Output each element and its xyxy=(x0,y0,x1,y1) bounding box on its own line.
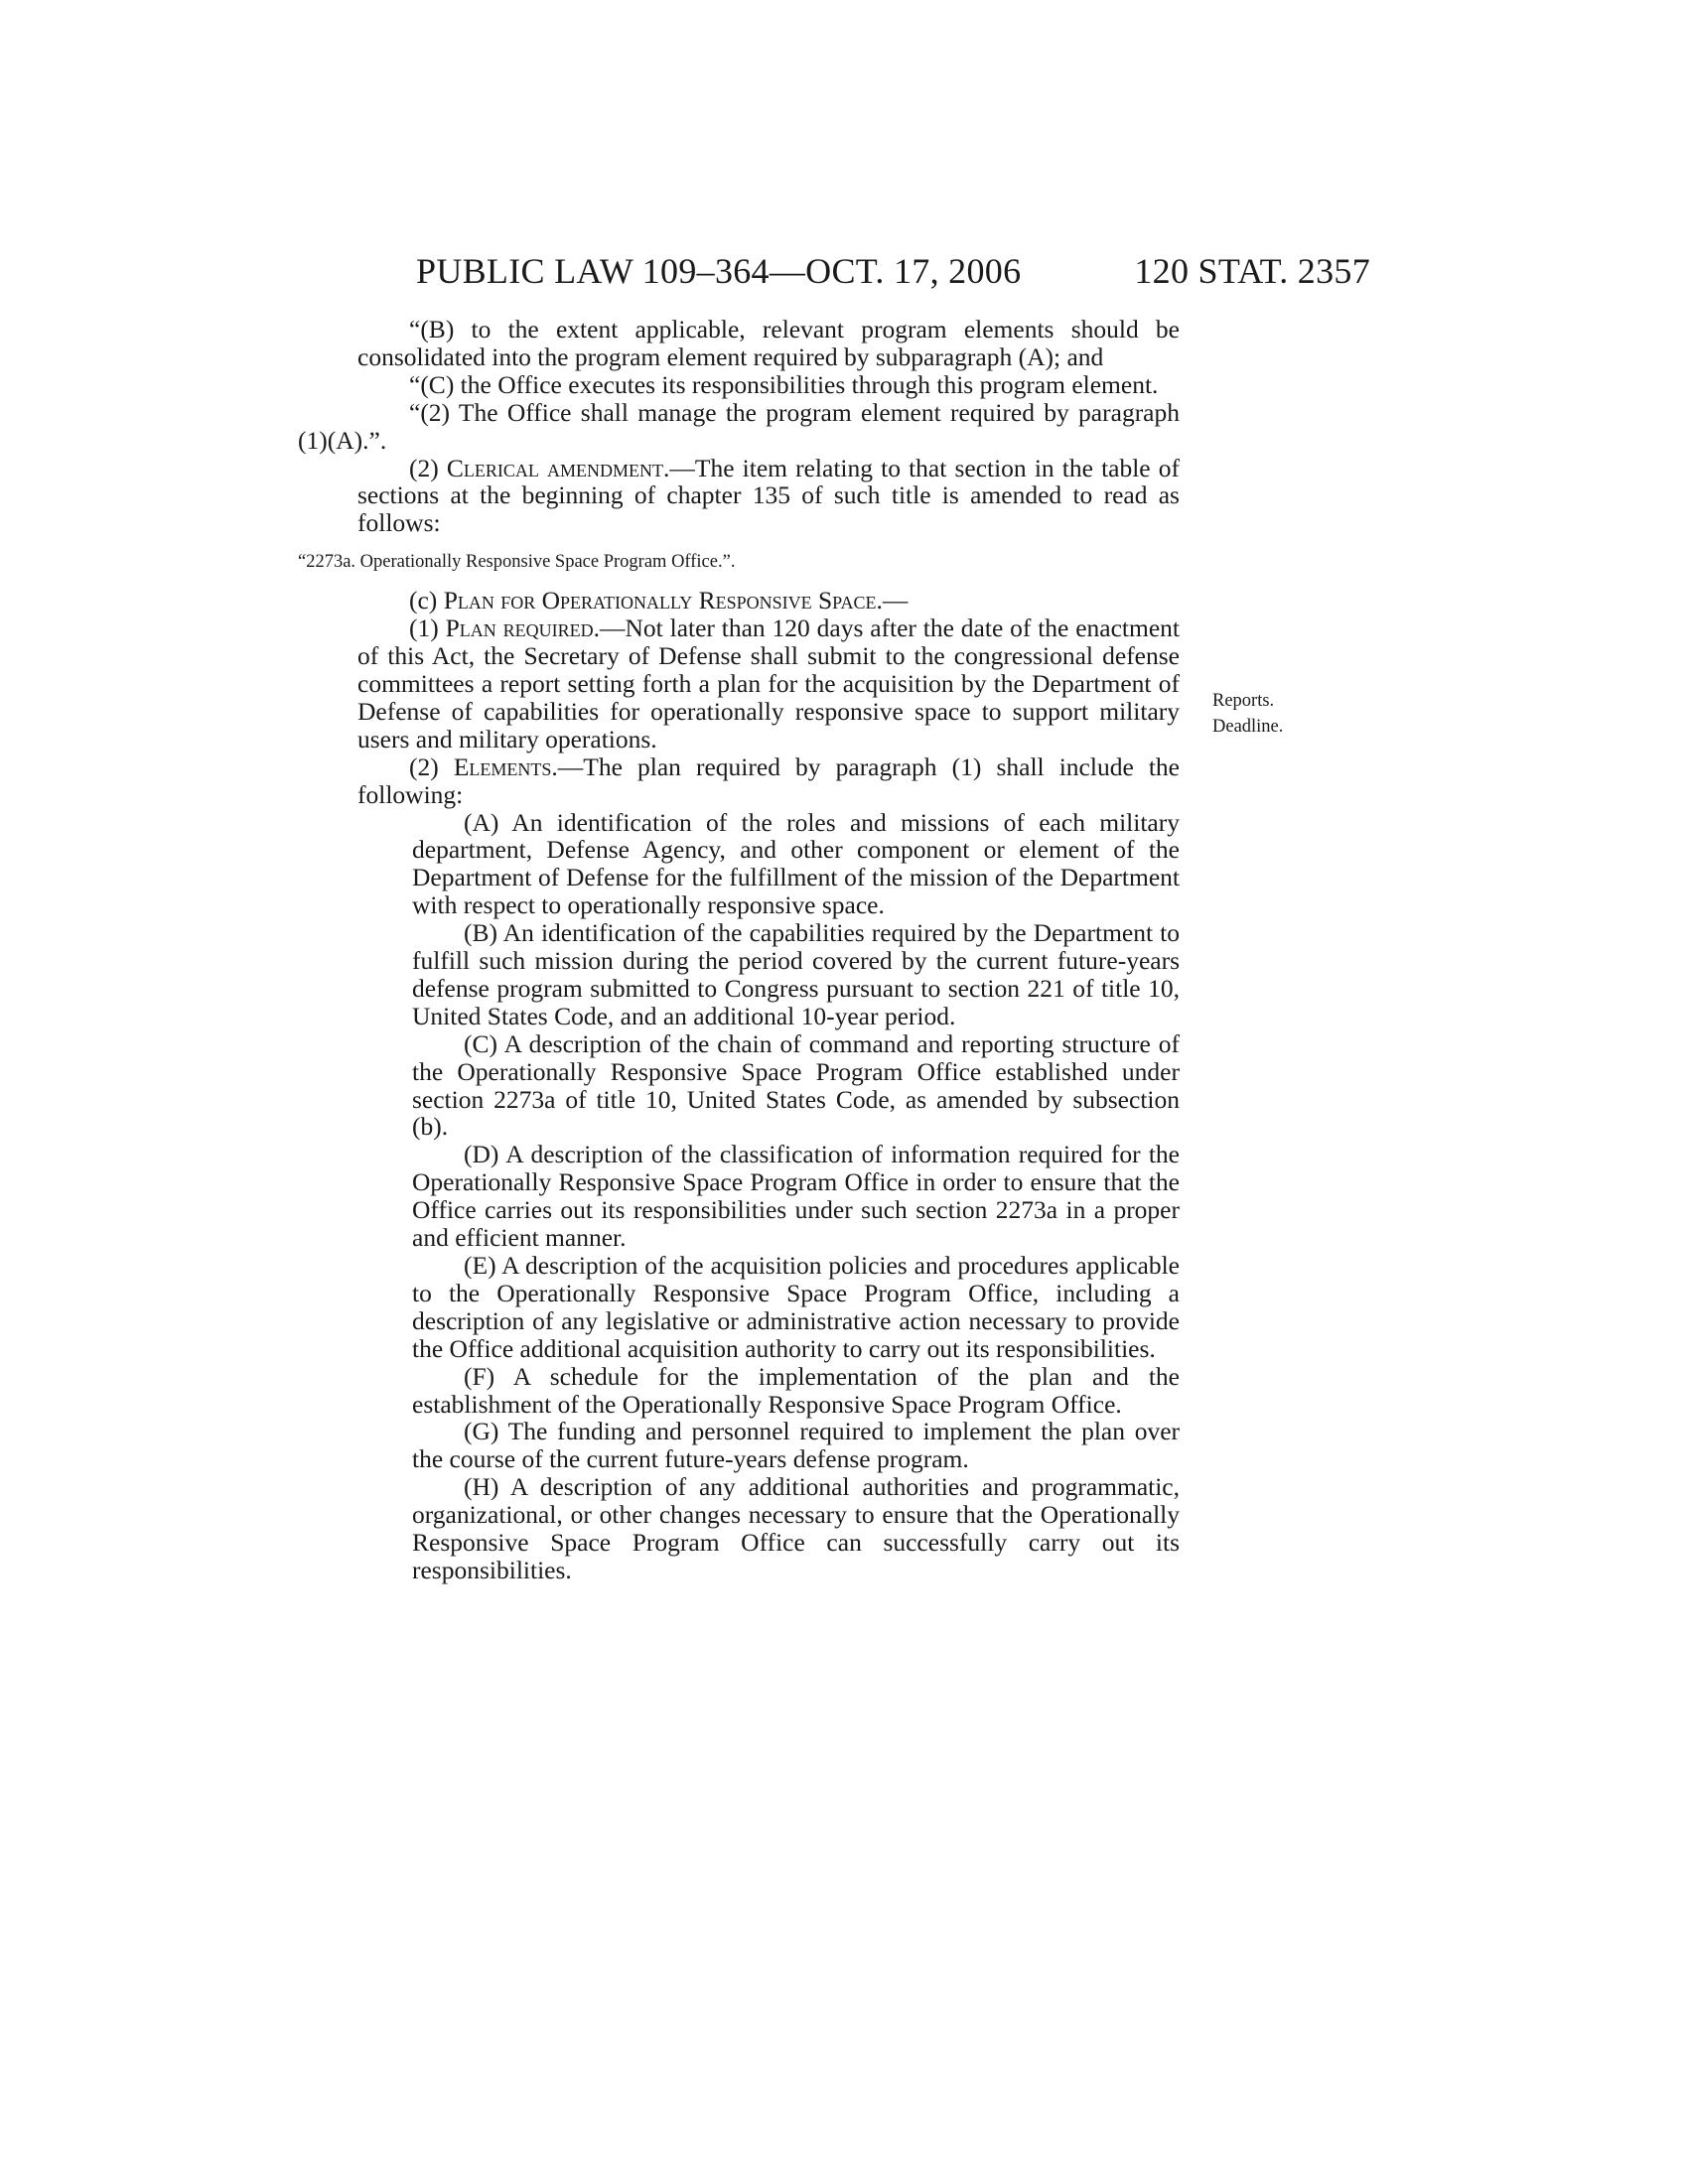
clerical-body: .—The item relating to that section in the table of sections at the beginning of chapter 135 of such title is amended to read as follows: xyxy=(357,453,1180,538)
paragraph-clerical-amendment xyxy=(357,455,1180,538)
paragraph-plan-required xyxy=(357,614,1180,753)
subsection-c-title: Plan for Operationally Responsive Space xyxy=(443,586,877,615)
paragraph-office-manage: “(2) The Office shall manage the program element required by paragraph (1)(A).”. xyxy=(298,397,1180,455)
subsection-c-heading xyxy=(357,587,1180,614)
elements-body: .—The plan required by paragraph (1) shall include the following: xyxy=(357,751,1181,809)
running-header-title: PUBLIC LAW 109–364—OCT. 17, 2006 xyxy=(416,251,1022,291)
margin-note-deadline: Deadline. xyxy=(1212,717,1284,737)
clerical-number: (2) xyxy=(409,453,447,482)
margin-notes xyxy=(1212,688,1283,740)
plan-number: (1) xyxy=(409,614,446,643)
element-g: (G) The funding and personnel required to implement the plan over the course of the current future-years defense program. xyxy=(412,1417,1180,1474)
plan-body: .—Not later than 120 days after the date of the enactment of this Act, the Secretary of Defense shall submit to the congressional defense committees a report setting forth a plan for the acquisition by the Department of Defense of capabilities for operationally responsive space to support military users and military operations. xyxy=(357,614,1180,753)
subsection-c-dash: .— xyxy=(876,586,909,615)
element-h: (H) A description of any additional authorities and programmatic, organizational, or other changes necessary to ensure that the Operationally Responsive Space Program Office can successfully carry out its responsibilities. xyxy=(412,1472,1180,1584)
element-f: (F) A schedule for the implementation of the plan and the establishment of the Operationally Responsive Space Program Office. xyxy=(412,1361,1180,1419)
clause-c: “(C) the Office executes its responsibilities through this program element. xyxy=(409,369,1159,399)
element-c: (C) A description of the chain of command and reporting structure of the Operationally Responsive Space Program Office established under section 2273a of title 10, United States Code, as amended by subsection (b). xyxy=(412,1028,1180,1142)
table-of-sections-entry: “2273a. Operationally Responsive Space Program Office.”. xyxy=(298,552,736,573)
clerical-heading: Clerical amendment xyxy=(446,453,663,482)
clause-b: “(B) to the extent applicable, relevant program elements should be consolidated into the program element required by subparagraph (A); and xyxy=(357,315,1180,371)
element-b: (B) An identification of the capabilities required by the Department to fulfill such mission during the period covered by the current future-years defense program submitted to Congress pursuant to section 221 of title 10, United States Code, and an additional 10-year period. xyxy=(412,918,1180,1030)
plan-heading: Plan required xyxy=(445,614,594,643)
elements-heading: Elements xyxy=(453,751,552,781)
statute-body xyxy=(298,316,1180,1584)
element-e: (E) A description of the acquisition policies and procedures applicable to the Operationally Responsive Space Program Office, including a description of any legislative or administrative action necessary to provide the Office additional acquisition authority to carry out its responsibilities. xyxy=(412,1251,1180,1363)
paragraph-elements xyxy=(357,753,1180,809)
element-a: (A) An identification of the roles and missions of each military department, Defense Agency, and other component or element of the Department of Defense for the fulfillment of the mission of the Department with respect to operationally responsive space. xyxy=(412,807,1180,920)
element-d: (D) A description of the classification of information required for the Operationally Responsive Space Program Office in order to ensure that the Office carries out its responsibilities under such section 2273a in a proper and efficient manner. xyxy=(412,1140,1180,1253)
margin-note-reports: Reports. xyxy=(1212,691,1275,711)
subsection-c-number: (c) xyxy=(409,586,444,615)
page-number-stat: 120 STAT. 2357 xyxy=(1134,251,1370,291)
elements-number: (2) xyxy=(409,751,454,781)
